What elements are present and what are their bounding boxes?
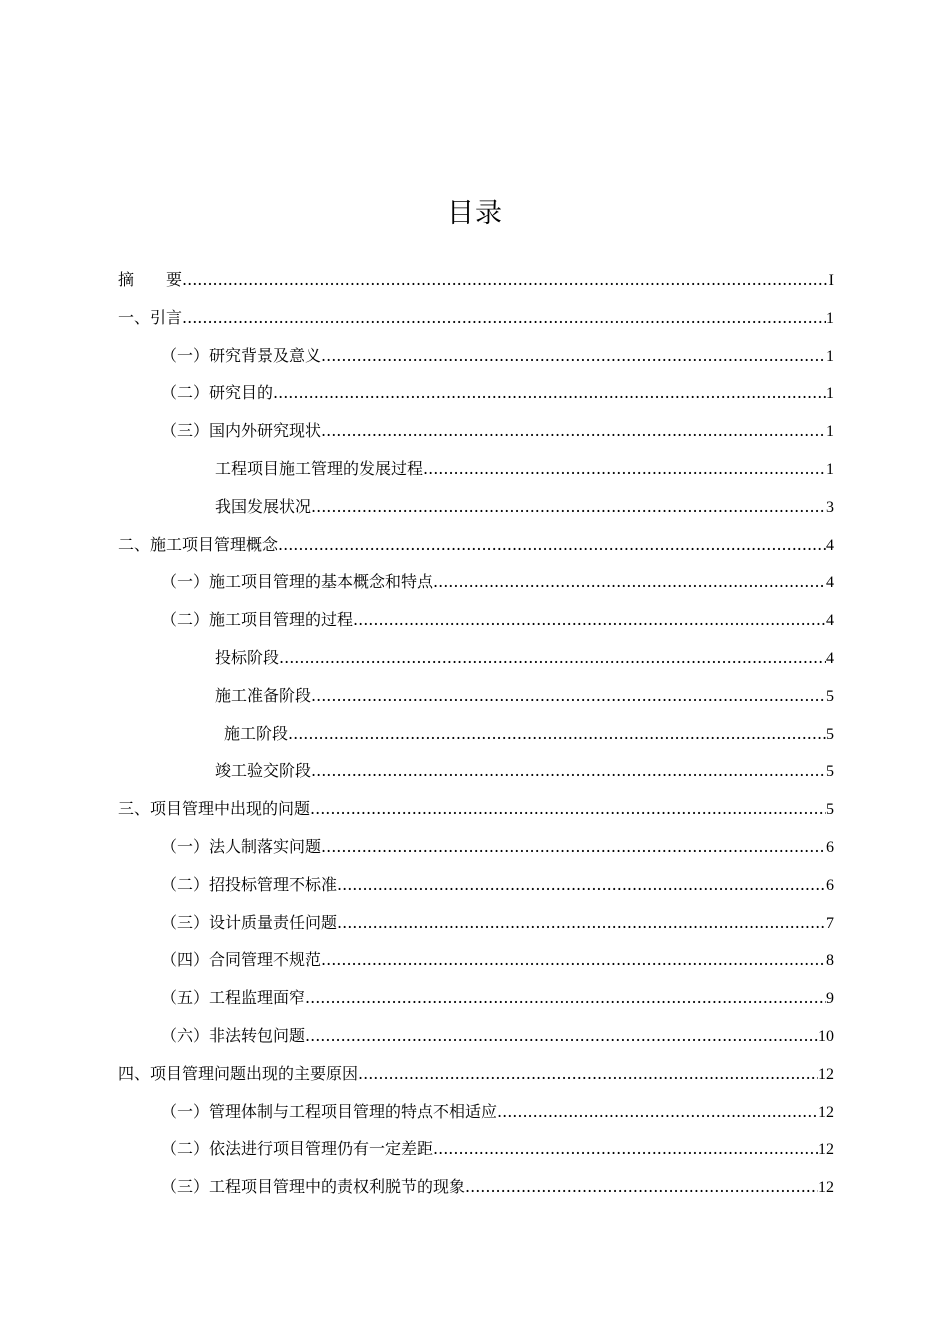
toc-entry-page: 4 bbox=[826, 536, 834, 554]
toc-entry-section[interactable] bbox=[118, 979, 834, 1017]
toc-entry-page: 9 bbox=[826, 990, 834, 1008]
toc-entry-page: 3 bbox=[826, 498, 834, 516]
toc-entry-section[interactable] bbox=[118, 374, 834, 412]
toc-entry-label: 工程项目施工管理的发展过程 bbox=[215, 458, 424, 478]
toc-entry-label: 我国发展状况 bbox=[215, 496, 312, 516]
toc-entry-chapter-3[interactable] bbox=[118, 790, 834, 828]
toc-entry-page: 1 bbox=[826, 385, 834, 403]
toc-entry-page: 10 bbox=[818, 1027, 834, 1045]
toc-entry-label: （二）依法进行项目管理仍有一定差距 bbox=[161, 1139, 434, 1159]
toc-leader-dots bbox=[321, 941, 826, 979]
toc-entry-label: 施工准备阶段 bbox=[215, 685, 312, 705]
toc-entry-label: （一）施工项目管理的基本概念和特点 bbox=[161, 572, 434, 592]
toc-entry-section[interactable] bbox=[118, 941, 834, 979]
toc-entry-page: 6 bbox=[826, 876, 834, 894]
toc-entry-page: 12 bbox=[818, 1141, 834, 1159]
toc-entry-section[interactable] bbox=[118, 904, 834, 942]
toc-entry-label: 投标阶段 bbox=[215, 647, 280, 667]
toc-leader-dots bbox=[279, 639, 826, 677]
toc-leader-dots bbox=[433, 1130, 818, 1168]
toc-entry-section[interactable] bbox=[118, 866, 834, 904]
toc-leader-dots bbox=[423, 450, 826, 488]
toc-entry-subsection[interactable] bbox=[118, 677, 834, 715]
toc-entry-label: 二、施工项目管理概念 bbox=[118, 534, 279, 554]
toc-entry-section[interactable] bbox=[118, 563, 834, 601]
toc-entry-subsection[interactable] bbox=[118, 715, 834, 753]
toc-entry-page: 4 bbox=[826, 574, 834, 592]
toc-entry-label: 一、引言 bbox=[118, 307, 183, 327]
toc-leader-dots bbox=[273, 374, 826, 412]
toc-entry-abstract[interactable] bbox=[118, 261, 834, 299]
toc-entry-chapter-1[interactable] bbox=[118, 299, 834, 337]
toc-entry-page: 5 bbox=[826, 763, 834, 781]
toc-leader-dots bbox=[358, 1055, 818, 1093]
toc-entry-subsection[interactable] bbox=[118, 488, 834, 526]
toc-entry-section[interactable] bbox=[118, 1130, 834, 1168]
toc-entry-chapter-4[interactable] bbox=[118, 1055, 834, 1093]
toc-entry-subsection[interactable] bbox=[118, 639, 834, 677]
toc-leader-dots bbox=[321, 337, 826, 375]
toc-entry-section[interactable] bbox=[118, 1017, 834, 1055]
toc-entry-page: 8 bbox=[826, 952, 834, 970]
toc-entry-page: 12 bbox=[818, 1179, 834, 1197]
toc-entry-label: （二）研究目的 bbox=[161, 383, 274, 403]
toc-entry-label: （四）合同管理不规范 bbox=[161, 950, 322, 970]
toc-entry-page: 1 bbox=[826, 347, 834, 365]
toc-entry-page: 5 bbox=[826, 687, 834, 705]
toc-leader-dots bbox=[465, 1168, 818, 1206]
toc-entry-subsection[interactable] bbox=[118, 752, 834, 790]
toc-entry-subsection[interactable] bbox=[118, 450, 834, 488]
toc-entry-page: I bbox=[828, 272, 834, 289]
toc-leader-dots bbox=[337, 904, 826, 942]
toc-entry-page: 6 bbox=[826, 838, 834, 856]
toc-entry-section[interactable] bbox=[118, 1168, 834, 1206]
toc-entry-page: 4 bbox=[826, 649, 834, 667]
toc-leader-dots bbox=[311, 677, 826, 715]
toc-leader-dots bbox=[497, 1093, 818, 1131]
toc-entry-page: 1 bbox=[826, 460, 834, 478]
toc-entry-page: 1 bbox=[826, 423, 834, 441]
toc-leader-dots bbox=[433, 563, 826, 601]
toc-entry-section[interactable] bbox=[118, 412, 834, 450]
toc-entry-label: 四、项目管理问题出现的主要原因 bbox=[118, 1063, 359, 1083]
toc-leader-dots bbox=[305, 979, 826, 1017]
toc-entry-label: （六）非法转包问题 bbox=[161, 1025, 306, 1045]
toc-entry-label: （五）工程监理面窄 bbox=[161, 988, 306, 1008]
toc-entry-label: 摘 要 bbox=[118, 270, 183, 289]
toc-leader-dots bbox=[311, 752, 826, 790]
toc-entry-page: 5 bbox=[826, 801, 834, 819]
toc-entry-page: 1 bbox=[826, 309, 834, 327]
toc-entry-label: （一）法人制落实问题 bbox=[161, 836, 322, 856]
table-of-contents bbox=[118, 261, 834, 1206]
toc-entry-label: （三）工程项目管理中的责权利脱节的现象 bbox=[161, 1177, 466, 1197]
toc-leader-dots bbox=[310, 790, 826, 828]
toc-entry-page: 12 bbox=[818, 1065, 834, 1083]
toc-leader-dots bbox=[305, 1017, 818, 1055]
toc-entry-label: （一）研究背景及意义 bbox=[161, 345, 322, 365]
toc-entry-section[interactable] bbox=[118, 828, 834, 866]
toc-entry-label: （一）管理体制与工程项目管理的特点不相适应 bbox=[161, 1101, 498, 1121]
toc-entry-label: 三、项目管理中出现的问题 bbox=[118, 799, 311, 819]
toc-entry-section[interactable] bbox=[118, 1093, 834, 1131]
toc-leader-dots bbox=[311, 488, 826, 526]
toc-entry-label: （二）招投标管理不标准 bbox=[161, 874, 338, 894]
toc-leader-dots bbox=[182, 261, 829, 299]
toc-entry-label: （二）施工项目管理的过程 bbox=[161, 610, 354, 630]
toc-entry-label: 竣工验交阶段 bbox=[215, 761, 312, 781]
toc-leader-dots bbox=[182, 299, 826, 337]
toc-leader-dots bbox=[321, 828, 826, 866]
toc-entry-page: 5 bbox=[826, 725, 834, 743]
toc-entry-page: 7 bbox=[826, 914, 834, 932]
toc-leader-dots bbox=[353, 601, 826, 639]
toc-entry-chapter-2[interactable] bbox=[118, 526, 834, 564]
toc-entry-section[interactable] bbox=[118, 337, 834, 375]
toc-leader-dots bbox=[337, 866, 826, 904]
page-title: 目录 bbox=[447, 198, 503, 229]
toc-leader-dots bbox=[278, 526, 826, 564]
toc-entry-section[interactable] bbox=[118, 601, 834, 639]
toc-leader-dots bbox=[321, 412, 826, 450]
toc-entry-label: （三）设计质量责任问题 bbox=[161, 912, 338, 932]
toc-entry-label: 施工阶段 bbox=[224, 723, 289, 743]
toc-entry-page: 12 bbox=[818, 1103, 834, 1121]
toc-leader-dots bbox=[288, 715, 826, 753]
toc-entry-page: 4 bbox=[826, 612, 834, 630]
toc-entry-label: （三）国内外研究现状 bbox=[161, 421, 322, 441]
